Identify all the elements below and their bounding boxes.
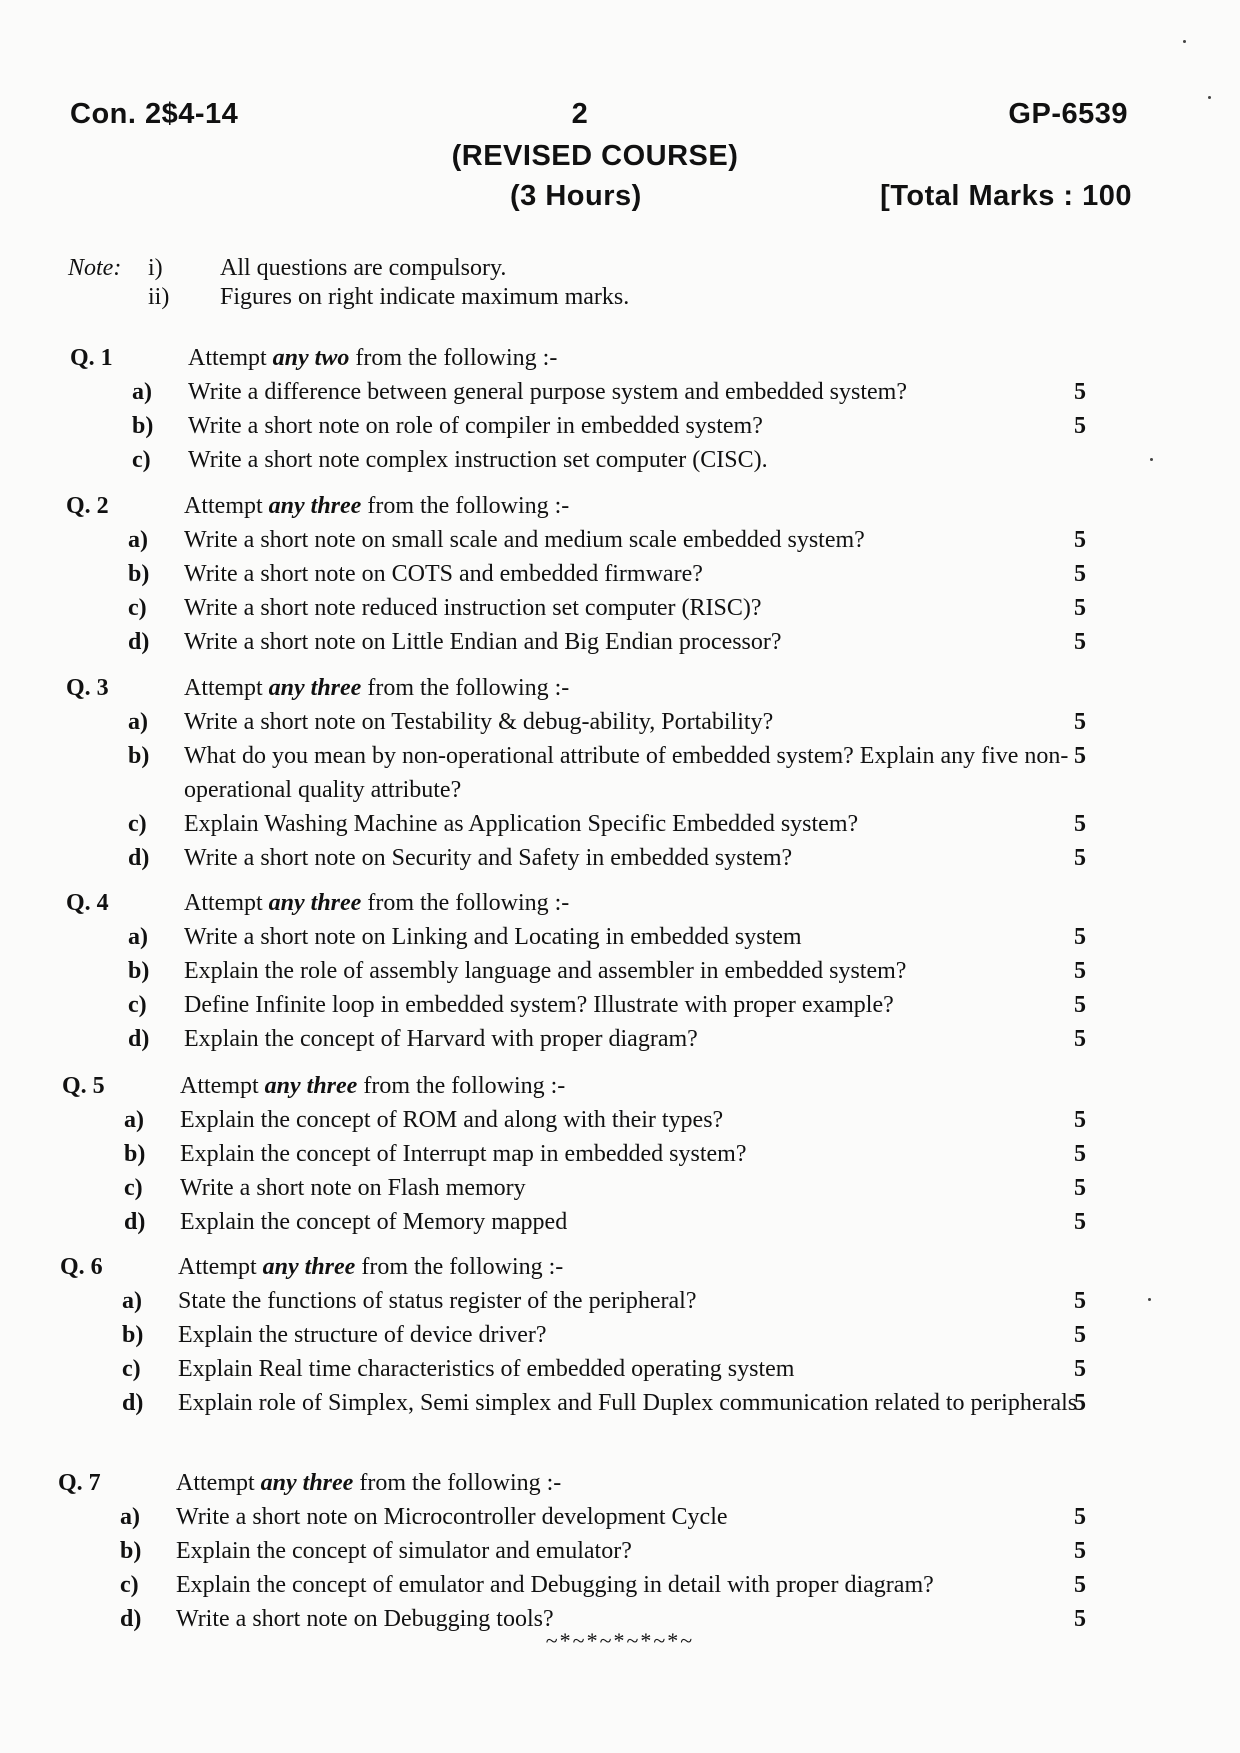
scan-speck <box>1183 40 1186 43</box>
instruction-suffix: from the following :- <box>359 1470 562 1496</box>
sub-question-text: Explain the role of assembly language and assembler in embedded system? <box>184 958 907 984</box>
sub-question-text: Write a short note on role of compiler in embedded system? <box>188 413 763 439</box>
question-number: Q. 4 <box>66 890 109 916</box>
note-item-text: Figures on right indicate maximum marks. <box>220 284 630 310</box>
paper-code: GP-6539 <box>1008 98 1128 130</box>
sub-question-marks: 5 <box>1074 924 1086 950</box>
sub-question-marks: 5 <box>1074 743 1086 769</box>
question-instruction <box>184 672 569 706</box>
instruction-prefix: Attempt <box>184 493 263 519</box>
sub-question-marks: 5 <box>1074 1322 1086 1348</box>
instruction-prefix: Attempt <box>188 345 267 371</box>
sub-question-text: Explain role of Simplex, Semi simplex and Full Duplex communication related to peripherals <box>178 1390 1078 1416</box>
question-number: Q. 3 <box>66 675 109 701</box>
question-instruction <box>180 1070 565 1104</box>
sub-question-text: What do you mean by non-operational attribute of embedded system? Explain any five non-operational quality attribute? <box>184 743 1069 803</box>
sub-question-label: a) <box>128 924 148 950</box>
total-marks: [Total Marks : 100 <box>880 180 1132 212</box>
sub-question-marks: 5 <box>1074 958 1086 984</box>
sub-question-text: Write a short note on Linking and Locating in embedded system <box>184 924 802 950</box>
sub-question-label: d) <box>120 1606 142 1632</box>
sub-question-label: a) <box>122 1288 142 1314</box>
sub-question-label: a) <box>124 1107 144 1133</box>
sub-question-text: Explain the structure of device driver? <box>178 1322 547 1348</box>
sub-question-label: c) <box>124 1175 143 1201</box>
sub-question-text: Explain the concept of Harvard with proper diagram? <box>184 1026 698 1052</box>
sub-question-text: Write a short note on Microcontroller development Cycle <box>176 1504 728 1530</box>
sub-question-label: a) <box>128 527 148 553</box>
sub-question-label: b) <box>128 958 150 984</box>
sub-question-label: d) <box>128 1026 150 1052</box>
sub-question-text: Explain Real time characteristics of embedded operating system <box>178 1356 795 1382</box>
sub-question-label: c) <box>122 1356 141 1382</box>
question-instruction <box>176 1467 561 1501</box>
instruction-suffix: from the following :- <box>363 1073 566 1099</box>
sub-question-label: b) <box>132 413 154 439</box>
sub-question-text: Write a short note on Flash memory <box>180 1175 526 1201</box>
scan-speck <box>1208 96 1211 99</box>
sub-question-label: a) <box>120 1504 140 1530</box>
sub-question-label: b) <box>120 1538 142 1564</box>
instruction-emphasis: any three <box>260 1470 354 1496</box>
sub-question-text: Write a short note reduced instruction set computer (RISC)? <box>184 595 762 621</box>
instruction-emphasis: any two <box>272 345 350 371</box>
sub-question-text: State the functions of status register of the peripheral? <box>178 1288 697 1314</box>
sub-question-marks: 5 <box>1074 629 1086 655</box>
sub-question-label: c) <box>132 447 151 473</box>
sub-question-label: d) <box>122 1390 144 1416</box>
con-number: Con. 2$4-14 <box>70 98 239 130</box>
question-instruction <box>178 1251 563 1285</box>
sub-question-text: Explain Washing Machine as Application Specific Embedded system? <box>184 811 859 837</box>
instruction-suffix: from the following :- <box>367 675 570 701</box>
sub-question-label: d) <box>124 1209 146 1235</box>
question-instruction <box>184 490 569 524</box>
sub-question-marks: 5 <box>1074 1175 1086 1201</box>
sub-question-text: Write a short note on Testability & debug-ability, Portability? <box>184 709 774 735</box>
sub-question-marks: 5 <box>1074 709 1086 735</box>
sub-question-label: b) <box>128 561 150 587</box>
sub-question-marks: 5 <box>1074 1288 1086 1314</box>
note-label: Note: <box>68 255 122 281</box>
instruction-prefix: Attempt <box>184 890 263 916</box>
sub-question-text: Explain the concept of Memory mapped <box>180 1209 568 1235</box>
scan-speck <box>1150 458 1153 461</box>
sub-question-marks: 5 <box>1074 1390 1086 1416</box>
instruction-prefix: Attempt <box>184 675 263 701</box>
sub-question-marks: 5 <box>1074 992 1086 1018</box>
sub-question-label: c) <box>128 811 147 837</box>
question-number: Q. 5 <box>62 1073 105 1099</box>
sub-question-marks: 5 <box>1074 1538 1086 1564</box>
instruction-suffix: from the following :- <box>355 345 558 371</box>
sub-question-text: Explain the concept of simulator and emulator? <box>176 1538 632 1564</box>
instruction-prefix: Attempt <box>178 1254 257 1280</box>
sub-question-marks: 5 <box>1074 1356 1086 1382</box>
sub-question-label: a) <box>128 709 148 735</box>
sub-question-marks: 5 <box>1074 1026 1086 1052</box>
sub-question-text: Explain the concept of Interrupt map in embedded system? <box>180 1141 747 1167</box>
instruction-emphasis: any three <box>262 1254 356 1280</box>
sub-question-label: c) <box>120 1572 139 1598</box>
instruction-suffix: from the following :- <box>367 890 570 916</box>
sub-question-label: b) <box>122 1322 144 1348</box>
sub-question-text: Explain the concept of emulator and Debugging in detail with proper diagram? <box>176 1572 934 1598</box>
sub-question-label: b) <box>124 1141 146 1167</box>
instruction-prefix: Attempt <box>176 1470 255 1496</box>
question-instruction <box>184 887 569 921</box>
course-title: (REVISED COURSE) <box>451 140 739 172</box>
sub-question-marks: 5 <box>1074 1141 1086 1167</box>
sub-question-text: Write a short note on Debugging tools? <box>176 1606 554 1632</box>
note-item-text: All questions are compulsory. <box>220 255 507 281</box>
sub-question-text: Explain the concept of ROM and along with their types? <box>180 1107 724 1133</box>
sub-question-label: d) <box>128 845 150 871</box>
sub-question-text: Write a short note on COTS and embedded firmware? <box>184 561 703 587</box>
sub-question-marks: 5 <box>1074 845 1086 871</box>
question-number: Q. 6 <box>60 1254 103 1280</box>
instruction-emphasis: any three <box>264 1073 358 1099</box>
note-item-number: i) <box>148 255 163 281</box>
instruction-emphasis: any three <box>268 675 362 701</box>
sub-question-marks: 5 <box>1074 595 1086 621</box>
page-number: 2 <box>571 98 589 130</box>
instruction-suffix: from the following :- <box>361 1254 564 1280</box>
sub-question-marks: 5 <box>1074 1606 1086 1632</box>
sub-question-text: Write a difference between general purpose system and embedded system? <box>188 379 907 405</box>
instruction-emphasis: any three <box>268 493 362 519</box>
question-number: Q. 2 <box>66 493 109 519</box>
question-number: Q. 1 <box>70 345 113 371</box>
sub-question-marks: 5 <box>1074 1107 1086 1133</box>
instruction-prefix: Attempt <box>180 1073 259 1099</box>
sub-question-label: c) <box>128 595 147 621</box>
question-instruction <box>188 342 557 376</box>
end-marker: ~*~*~*~*~*~ <box>545 1628 695 1653</box>
sub-question-label: a) <box>132 379 152 405</box>
sub-question-marks: 5 <box>1074 561 1086 587</box>
sub-question-marks: 5 <box>1074 1209 1086 1235</box>
instruction-emphasis: any three <box>268 890 362 916</box>
sub-question-marks: 5 <box>1074 1504 1086 1530</box>
sub-question-label: c) <box>128 992 147 1018</box>
sub-question-marks: 5 <box>1074 527 1086 553</box>
sub-question-marks: 5 <box>1074 1572 1086 1598</box>
sub-question-text: Write a short note on Security and Safety in embedded system? <box>184 845 793 871</box>
duration: (3 Hours) <box>510 180 642 212</box>
scan-speck <box>1148 1298 1151 1301</box>
note-item-number: ii) <box>148 284 170 310</box>
sub-question-text: Write a short note complex instruction set computer (CISC). <box>188 447 768 473</box>
sub-question-marks: 5 <box>1074 379 1086 405</box>
sub-question-marks: 5 <box>1074 413 1086 439</box>
sub-question-text: Write a short note on small scale and medium scale embedded system? <box>184 527 865 553</box>
sub-question-label: b) <box>128 743 150 769</box>
instruction-suffix: from the following :- <box>367 493 570 519</box>
sub-question-text: Write a short note on Little Endian and Big Endian processor? <box>184 629 782 655</box>
sub-question-marks: 5 <box>1074 811 1086 837</box>
question-number: Q. 7 <box>58 1470 101 1496</box>
sub-question-text: Define Infinite loop in embedded system? Illustrate with proper example? <box>184 992 894 1018</box>
sub-question-label: d) <box>128 629 150 655</box>
